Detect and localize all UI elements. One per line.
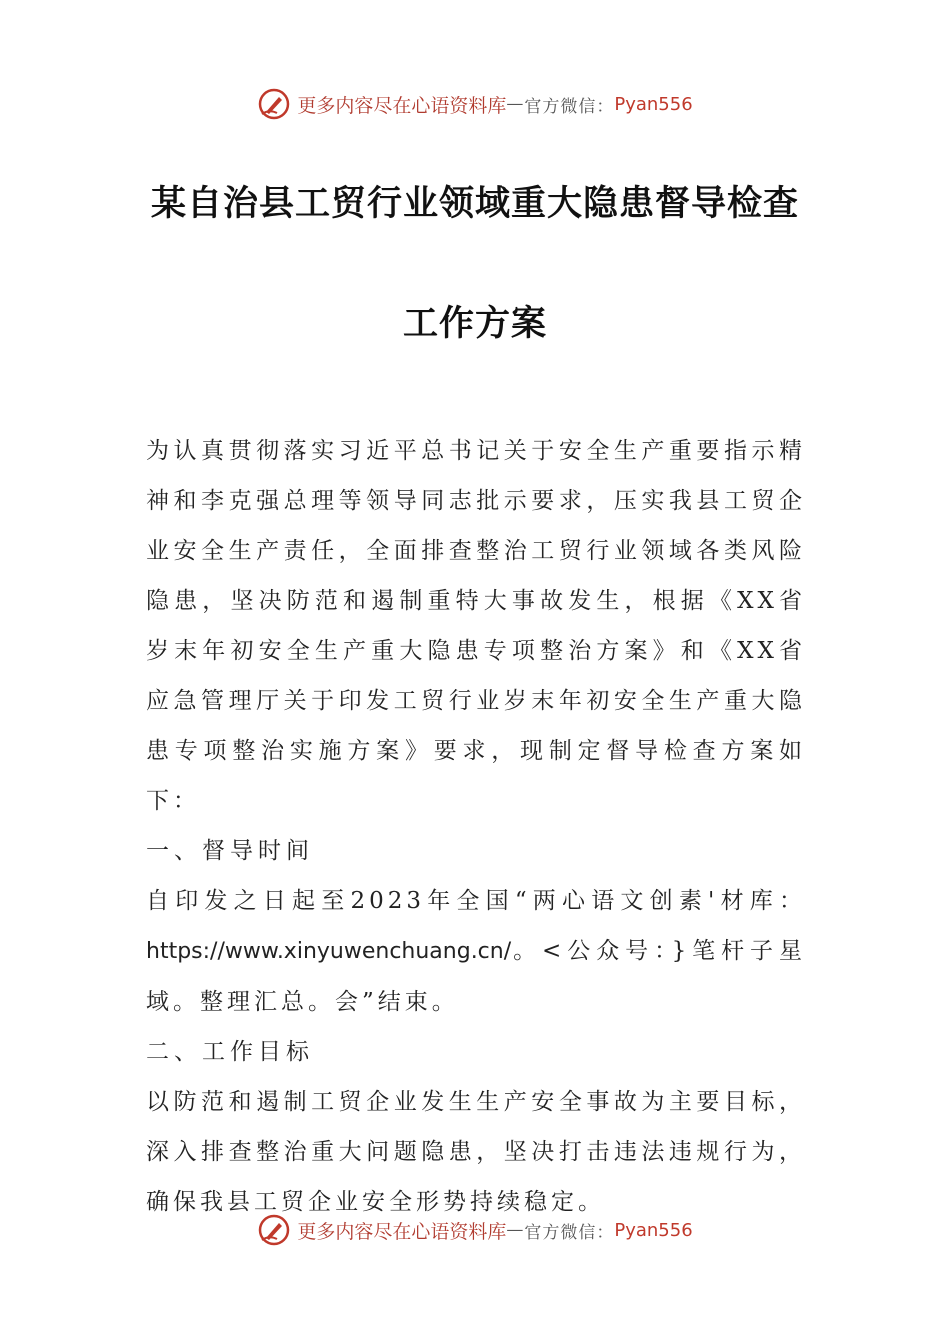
- pen-logo-icon: [257, 1213, 291, 1247]
- section-heading-goal: 二、工作目标: [146, 1039, 314, 1065]
- watermark-dash: —: [506, 94, 525, 114]
- document-subtitle: 工作方案: [402, 303, 547, 344]
- section-heading-time: 一、督导时间: [146, 838, 314, 864]
- document-body: [146, 426, 806, 1227]
- watermark-dash: —: [506, 1220, 525, 1240]
- pen-logo-icon: [257, 87, 291, 121]
- watermark-wechat-id: Pyan556: [614, 1219, 693, 1241]
- website-link[interactable]: https://www.xinyuwenchuang.cn/: [146, 939, 512, 964]
- watermark-wechat-label: 官方微信：: [524, 1222, 615, 1243]
- section-goal-paragraph: 以防范和遏制工贸企业发生生产安全事故为主要目标，深入排查整治重大问题隐患，坚决打击违法违规行为，确保我县工贸企业安全形势持续稳定。: [146, 1089, 806, 1215]
- section-time-text-b: 。<公众号：}笔杆子星域。整理汇总。会”结束。: [146, 938, 806, 1015]
- intro-paragraph: 为认真贯彻落实习近平总书记关于安全生产重要指示精神和李克强总理等领导同志批示要求，压实我县工贸企业安全生产责任，全面排查整治工贸行业领域各类风险隐患，坚决防范和遏制重特大事故发生，根据《XX省岁末年初安全生产重大隐患专项整治方案》和《XX省应急管理厅关于印发工贸行业岁末年初安全生产重大隐患专项整治实施方案》要求，现制定督导检查方案如下：: [146, 438, 806, 814]
- section-time-paragraph: [146, 876, 806, 1027]
- header-watermark: [0, 84, 950, 124]
- footer-watermark: [0, 1210, 950, 1250]
- document-title: 某自治县工贸行业领域重大隐患督导检查: [150, 183, 799, 224]
- section-time-text-a: 自印发之日起至2023年全国“两心语文创素'材库：: [146, 888, 806, 914]
- watermark-wechat-label: 官方微信：: [524, 96, 615, 117]
- watermark-text: 更多内容尽在心语资料库: [297, 94, 507, 117]
- watermark-text: 更多内容尽在心语资料库: [297, 1220, 507, 1243]
- watermark-wechat-id: Pyan556: [614, 93, 693, 115]
